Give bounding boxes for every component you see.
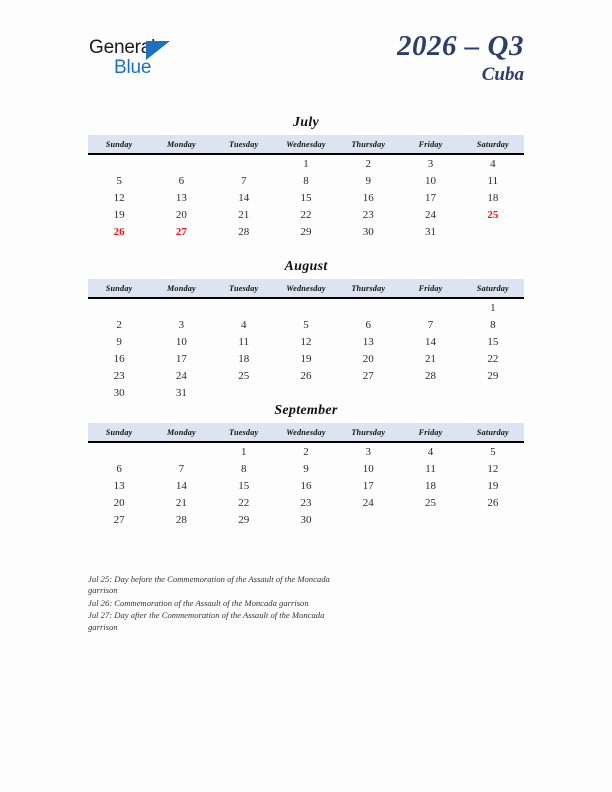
logo-word-general: General	[89, 37, 156, 58]
calendar-table	[88, 279, 524, 401]
day-cell[interactable]: 10	[175, 335, 187, 348]
day-cell[interactable]: 26	[300, 369, 312, 382]
weekday-header-thursday: Thursday	[337, 423, 399, 442]
week-row	[88, 189, 524, 206]
day-cell[interactable]: 23	[362, 208, 374, 221]
day-cell[interactable]: 17	[175, 352, 187, 365]
day-cell-empty	[88, 240, 150, 257]
day-cell[interactable]: 26	[487, 496, 499, 509]
footnote-item: Jul 25: Day before the Commemoration of the Assault of the Moncada garrison	[88, 574, 330, 596]
day-cell[interactable]: 28	[175, 513, 187, 526]
day-cell[interactable]: 29	[238, 513, 250, 526]
day-cell-empty	[399, 298, 461, 316]
triangle-icon	[146, 41, 170, 60]
weekday-header-sunday: Sunday	[88, 279, 150, 298]
day-cell-empty	[275, 528, 337, 545]
day-cell[interactable]: 3	[365, 445, 372, 458]
day-cell-empty	[213, 528, 275, 545]
month-title: September	[274, 403, 338, 418]
page-title: 2026 – Q3	[397, 30, 524, 62]
day-cell[interactable]: 30	[113, 386, 125, 399]
footnotes-list	[88, 574, 338, 634]
day-cell[interactable]: 22	[487, 352, 499, 365]
day-cell[interactable]: 6	[178, 174, 185, 187]
day-cell[interactable]: 15	[300, 191, 312, 204]
day-cell[interactable]: 2	[116, 318, 122, 331]
month-title: July	[292, 115, 320, 130]
day-cell[interactable]: 4	[240, 318, 247, 331]
weekday-header-tuesday: Tuesday	[213, 135, 275, 154]
day-cell-empty	[150, 298, 212, 316]
day-cell-empty	[275, 240, 337, 257]
weekday-header-monday: Monday	[150, 135, 212, 154]
day-cell[interactable]: 19	[487, 479, 499, 492]
week-row	[88, 367, 524, 384]
day-cell-empty	[150, 154, 212, 172]
weekday-header-friday: Friday	[399, 423, 461, 442]
day-cell-empty	[337, 384, 399, 401]
day-cell[interactable]: 4	[490, 157, 496, 170]
day-cell[interactable]: 7	[240, 174, 247, 187]
day-cell[interactable]: 11	[487, 174, 499, 187]
week-row	[88, 223, 524, 240]
day-cell[interactable]: 11	[238, 335, 249, 348]
week-row	[88, 333, 524, 350]
week-row	[88, 460, 524, 477]
week-row	[88, 350, 524, 367]
day-cell-holiday[interactable]: 27	[175, 225, 187, 238]
day-cell-empty	[462, 240, 524, 257]
day-cell[interactable]: 22	[238, 496, 250, 509]
page-subtitle: Cuba	[481, 64, 524, 85]
day-cell[interactable]: 21	[238, 208, 250, 221]
day-cell[interactable]: 13	[362, 335, 374, 348]
page-header	[0, 30, 612, 100]
day-cell-empty	[337, 511, 399, 528]
day-cell[interactable]: 1	[490, 301, 496, 314]
day-cell[interactable]: 7	[178, 462, 185, 475]
day-cell[interactable]: 1	[240, 445, 247, 458]
day-cell[interactable]: 12	[300, 335, 312, 348]
day-cell-empty	[399, 511, 461, 528]
day-cell[interactable]: 30	[362, 225, 374, 238]
weekday-header-thursday: Thursday	[337, 279, 399, 298]
day-cell-empty	[337, 528, 399, 545]
month-title: August	[284, 259, 328, 274]
general-blue-logo	[89, 38, 199, 82]
month-block-august	[88, 257, 524, 401]
footnote-item: Jul 26: Commemoration of the Assault of the Moncada garrison	[88, 597, 309, 608]
day-cell[interactable]: 6	[116, 462, 122, 475]
day-cell[interactable]: 2	[303, 445, 309, 458]
weekday-header-friday: Friday	[399, 135, 461, 154]
day-cell-empty	[275, 298, 337, 316]
day-cell[interactable]: 5	[303, 318, 309, 331]
day-cell[interactable]: 9	[365, 174, 372, 187]
day-cell[interactable]: 19	[300, 352, 312, 365]
day-cell[interactable]: 11	[425, 462, 436, 475]
day-cell[interactable]: 14	[425, 335, 437, 348]
day-cell[interactable]: 3	[178, 318, 185, 331]
day-cell[interactable]: 4	[427, 445, 434, 458]
week-row	[88, 154, 524, 172]
day-cell[interactable]: 1	[303, 157, 309, 170]
weekday-header-tuesday: Tuesday	[213, 423, 275, 442]
day-cell[interactable]: 30	[300, 513, 312, 526]
day-cell[interactable]: 8	[303, 174, 309, 187]
month-block-july	[88, 113, 524, 257]
weekday-header-tuesday: Tuesday	[213, 279, 275, 298]
week-row	[88, 384, 524, 401]
day-cell[interactable]: 27	[113, 513, 125, 526]
day-cell[interactable]: 31	[175, 386, 187, 399]
weekday-header-wednesday: Wednesday	[275, 135, 337, 154]
weekday-header-monday: Monday	[150, 279, 212, 298]
day-cell-empty	[399, 240, 461, 257]
day-cell[interactable]: 20	[113, 496, 125, 509]
week-row	[88, 298, 524, 316]
day-cell[interactable]: 24	[175, 369, 187, 382]
week-row	[88, 206, 524, 223]
day-cell-empty	[462, 384, 524, 401]
calendar-table	[88, 423, 524, 545]
day-cell[interactable]: 25	[238, 369, 250, 382]
day-cell-empty	[399, 528, 461, 545]
week-row	[88, 494, 524, 511]
day-cell[interactable]: 27	[362, 369, 374, 382]
day-cell[interactable]: 17	[425, 191, 437, 204]
day-cell[interactable]: 29	[300, 225, 312, 238]
day-cell-empty	[88, 442, 150, 460]
day-cell[interactable]: 16	[113, 352, 125, 365]
day-cell-empty	[150, 240, 212, 257]
weekday-header-sunday: Sunday	[88, 423, 150, 442]
day-cell[interactable]: 15	[238, 479, 250, 492]
week-row	[88, 477, 524, 494]
day-cell[interactable]: 10	[425, 174, 437, 187]
day-cell-holiday[interactable]: 25	[487, 208, 499, 221]
day-cell[interactable]: 24	[362, 496, 374, 509]
day-cell[interactable]: 5	[490, 445, 496, 458]
day-cell[interactable]: 18	[425, 479, 437, 492]
day-cell[interactable]: 18	[238, 352, 250, 365]
day-cell-empty	[213, 298, 275, 316]
day-cell[interactable]: 6	[365, 318, 372, 331]
day-cell[interactable]: 12	[487, 462, 499, 475]
day-cell[interactable]: 20	[175, 208, 187, 221]
day-cell[interactable]: 16	[300, 479, 312, 492]
day-cell[interactable]: 15	[487, 335, 499, 348]
day-cell[interactable]: 10	[362, 462, 374, 475]
day-cell-empty	[213, 154, 275, 172]
day-cell[interactable]: 8	[490, 318, 496, 331]
day-cell-empty	[462, 223, 524, 240]
day-cell[interactable]: 20	[362, 352, 374, 365]
day-cell[interactable]: 28	[425, 369, 437, 382]
day-cell[interactable]: 18	[487, 191, 499, 204]
day-cell[interactable]: 3	[427, 157, 434, 170]
day-cell[interactable]: 21	[175, 496, 187, 509]
week-row	[88, 316, 524, 333]
weekday-header-friday: Friday	[399, 279, 461, 298]
week-row	[88, 172, 524, 189]
week-row	[88, 442, 524, 460]
day-cell[interactable]: 28	[238, 225, 250, 238]
weekday-header-row	[88, 279, 524, 298]
day-cell-holiday[interactable]: 26	[113, 225, 125, 238]
day-cell-empty	[337, 298, 399, 316]
day-cell[interactable]: 24	[425, 208, 437, 221]
weekday-header-saturday: Saturday	[462, 279, 524, 298]
day-cell[interactable]: 8	[240, 462, 247, 475]
week-row	[88, 511, 524, 528]
day-cell[interactable]: 16	[362, 191, 374, 204]
weekday-header-wednesday: Wednesday	[275, 279, 337, 298]
weekday-header-wednesday: Wednesday	[275, 423, 337, 442]
weekday-header-sunday: Sunday	[88, 135, 150, 154]
logo-word-blue: Blue	[114, 57, 152, 78]
day-cell-empty	[462, 511, 524, 528]
day-cell[interactable]: 17	[362, 479, 374, 492]
weekday-header-saturday: Saturday	[462, 135, 524, 154]
months-container	[88, 113, 524, 545]
day-cell[interactable]: 23	[113, 369, 125, 382]
day-cell[interactable]: 31	[425, 225, 437, 238]
day-cell[interactable]: 14	[238, 191, 250, 204]
day-cell[interactable]: 29	[487, 369, 499, 382]
day-cell[interactable]: 7	[427, 318, 434, 331]
weekday-header-monday: Monday	[150, 423, 212, 442]
day-cell-empty	[275, 384, 337, 401]
day-cell[interactable]: 9	[116, 335, 122, 348]
day-cell-empty	[337, 240, 399, 257]
day-cell-empty	[88, 298, 150, 316]
day-cell-empty	[213, 384, 275, 401]
day-cell[interactable]: 13	[175, 191, 187, 204]
day-cell[interactable]: 13	[113, 479, 125, 492]
weekday-header-row	[88, 135, 524, 154]
weekday-header-thursday: Thursday	[337, 135, 399, 154]
day-cell-empty	[88, 154, 150, 172]
day-cell[interactable]: 19	[113, 208, 125, 221]
week-row	[88, 240, 524, 257]
day-cell-empty	[213, 240, 275, 257]
calendar-table	[88, 135, 524, 257]
title-block	[397, 30, 524, 86]
day-cell[interactable]: 25	[425, 496, 437, 509]
day-cell-empty	[88, 528, 150, 545]
day-cell[interactable]: 14	[175, 479, 187, 492]
day-cell-empty	[150, 442, 212, 460]
day-cell[interactable]: 23	[300, 496, 312, 509]
day-cell[interactable]: 5	[116, 174, 122, 187]
week-row	[88, 528, 524, 545]
day-cell-empty	[462, 528, 524, 545]
day-cell-empty	[150, 528, 212, 545]
day-cell[interactable]: 21	[425, 352, 437, 365]
month-block-september	[88, 401, 524, 545]
day-cell[interactable]: 22	[300, 208, 312, 221]
weekday-header-saturday: Saturday	[462, 423, 524, 442]
footnote-item: Jul 27: Day after the Commemoration of the Assault of the Moncada garrison	[88, 610, 325, 632]
weekday-header-row	[88, 423, 524, 442]
day-cell[interactable]: 12	[113, 191, 125, 204]
day-cell-empty	[399, 384, 461, 401]
day-cell[interactable]: 9	[303, 462, 309, 475]
day-cell[interactable]: 2	[365, 157, 372, 170]
